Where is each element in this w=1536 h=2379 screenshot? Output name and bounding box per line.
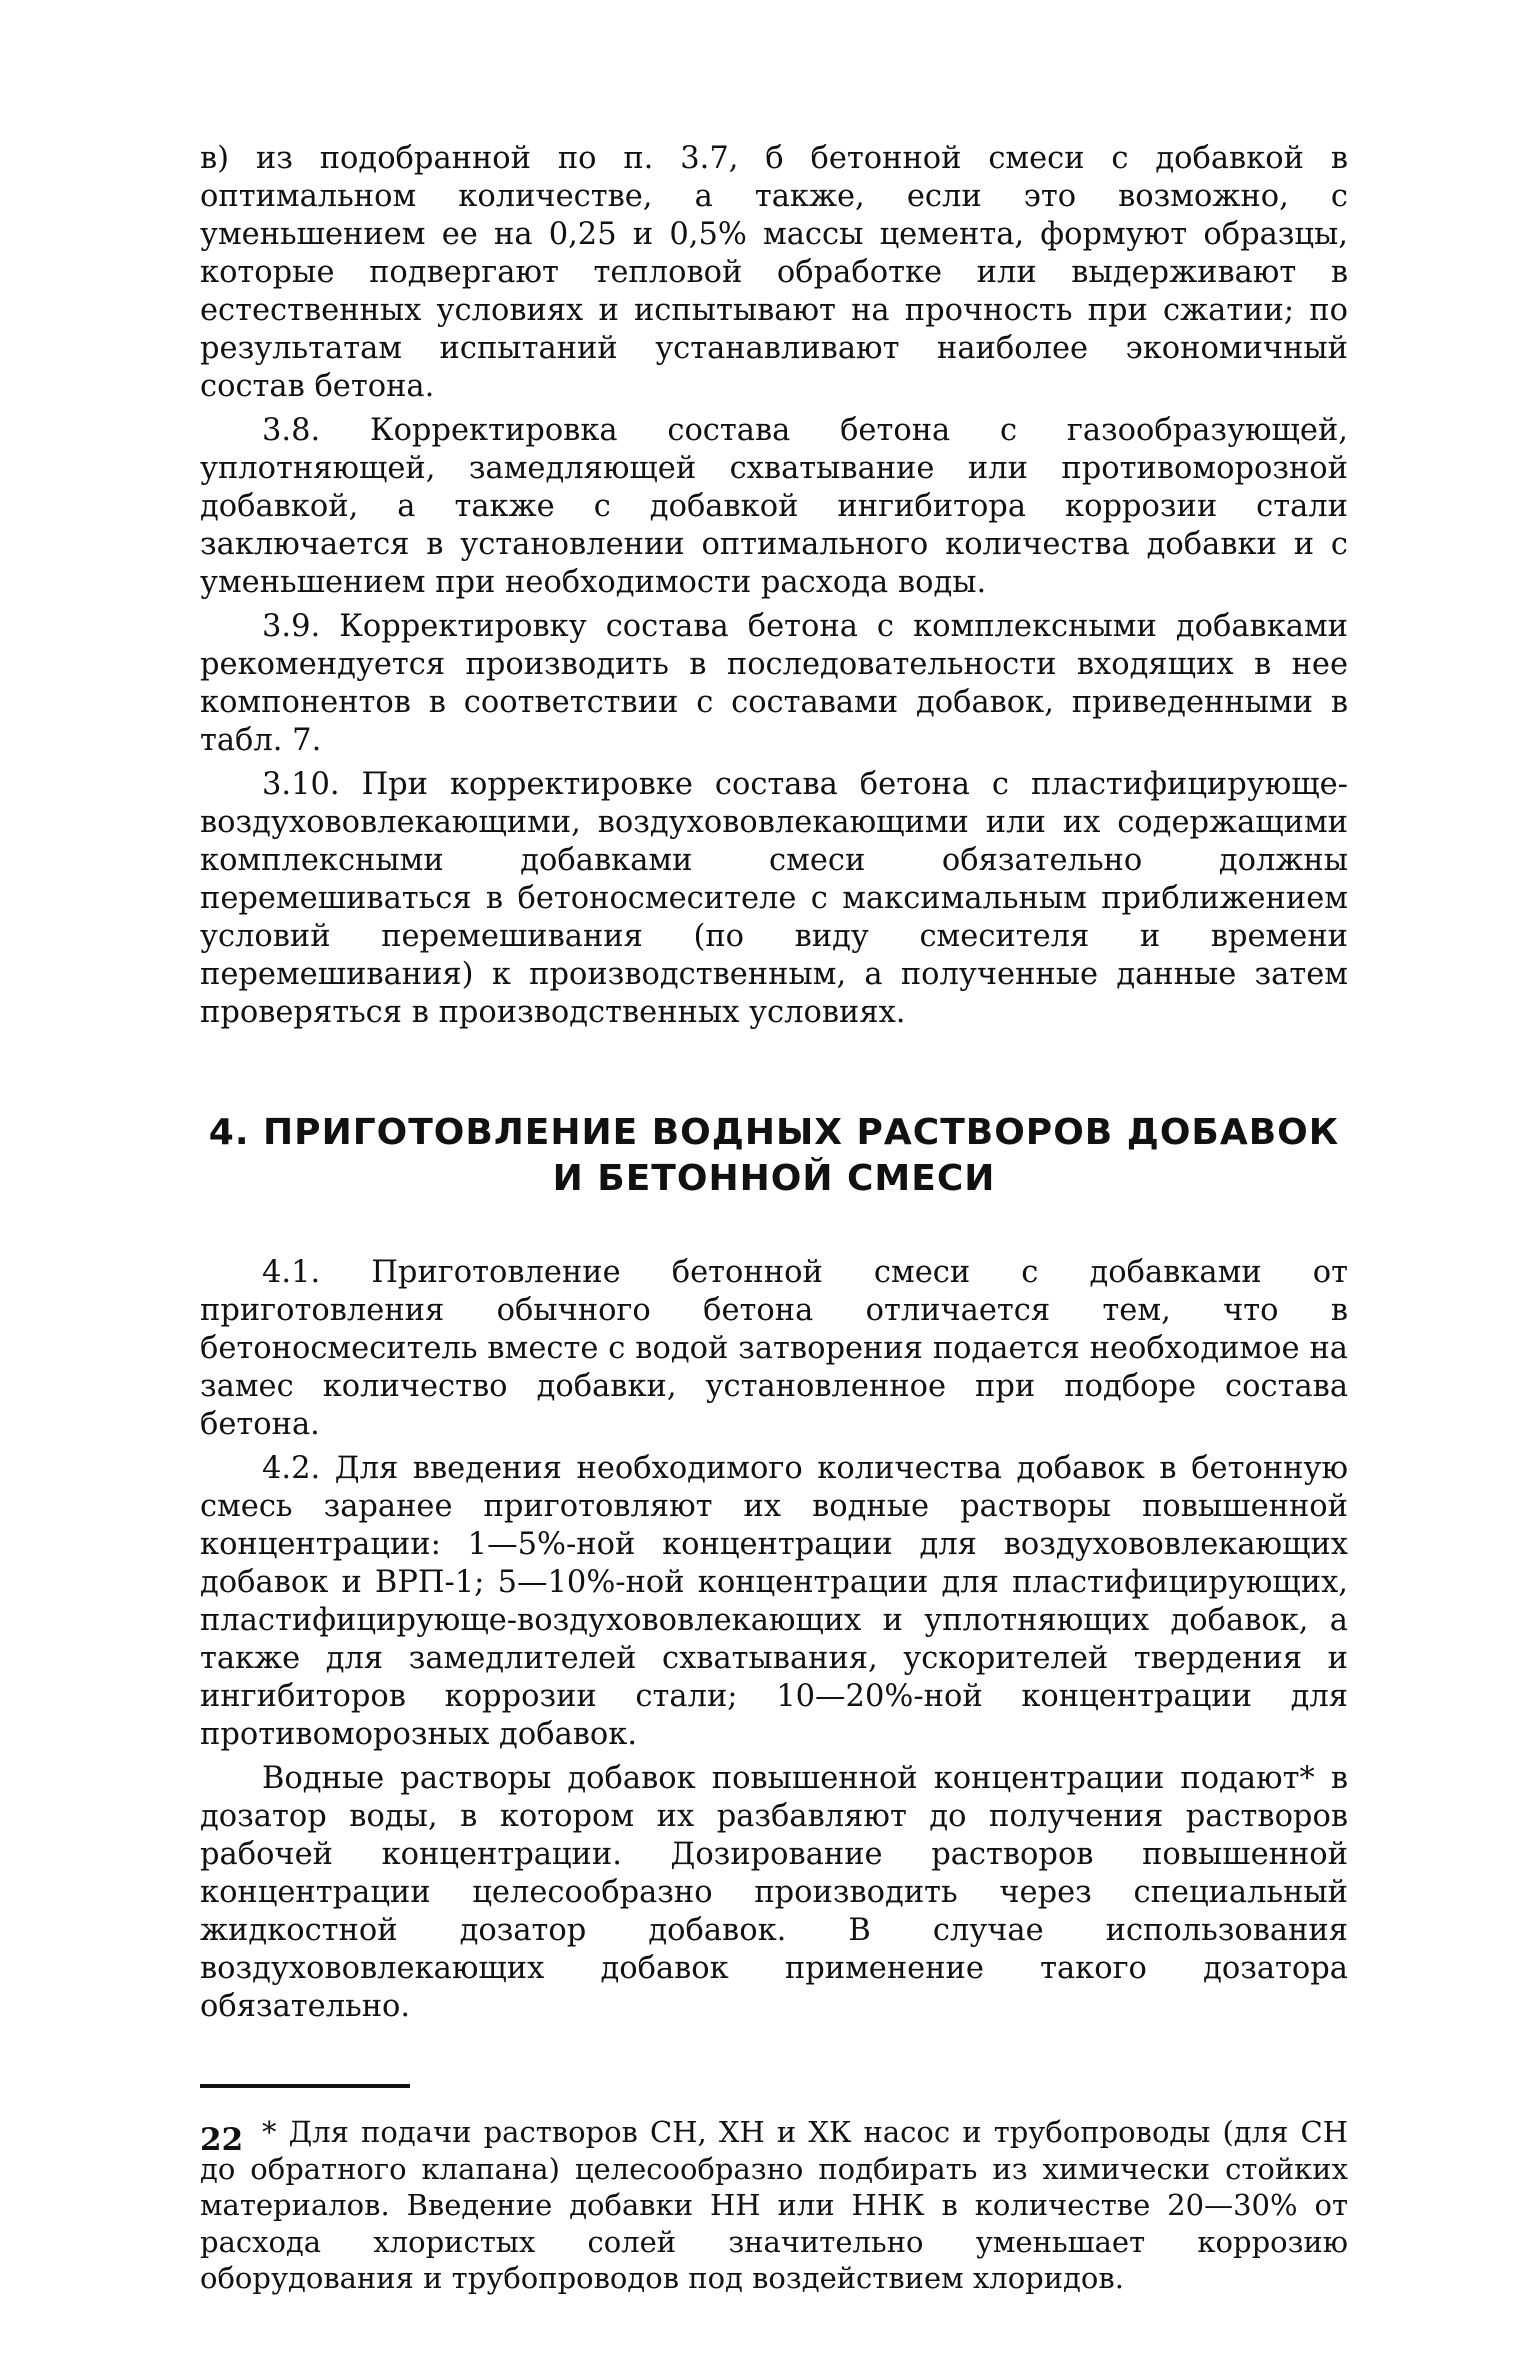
page-number: 22: [200, 2122, 244, 2158]
footnote-divider: [200, 2084, 410, 2088]
paragraph-3-7-v: в) из подобранной по п. 3.7, б бетонной смеси с добавкой в оптимальном количестве, а также, если это возможно, с уменьшением ее на 0,25 и 0,5% массы цемента, формуют образцы, которые подвергают тепловой обработке или выдерживают в естественных условиях и испытывают на прочность при сжатии; по результатам испытаний устанавливают наиболее экономичный состав бетона.: [200, 141, 1348, 404]
paragraph-3-8: 3.8. Корректировка состава бетона с газообразующей, уплотняющей, замедляющей схватывание или противоморозной добавкой, а также с добавкой ингибитора коррозии стали заключается в установлении оптимального количества добавки и с уменьшением при необходимости расхода воды.: [200, 413, 1348, 600]
section-title: [200, 1110, 1348, 1202]
paragraph-3-9: 3.9. Корректировку состава бетона с комплексными добавками рекомендуется производить в последовательности входящих в нее компонентов в соответствии с составами добавок, приведенными в табл. 7.: [200, 609, 1348, 758]
footnote: * Для подачи растворов СН, ХН и ХК насос и трубопроводы (для СН до обратного клапана) целесообразно подбирать из химически стойких материалов. Введение добавки НН или ННК в количестве 20—30% от расхода хлористых солей значительно уменьшает коррозию оборудования и трубопроводов под воздействием хлоридов.: [200, 2115, 1348, 2295]
paragraph-4-1: 4.1. Приготовление бетонной смеси с добавками от приготовления обычного бетона отличается тем, что в бетоносмеситель вместе с водой затворения подается необходимое на замес количество добавки, установленное при подборе состава бетона.: [200, 1255, 1348, 1442]
paragraph-4-2: 4.2. Для введения необходимого количества добавок в бетонную смесь заранее приготовляют их водные растворы повышенной концентрации: 1—5%-ной концентрации для воздухововлекающих добавок и ВРП-1; 5—10%-ной концентрации для пластифицирующих, пластифицирующе-воздухововлекающих и уплотняющих добавок, а также для замедлителей схватывания, ускорителей твердения и ингибиторов коррозии стали; 10—20%-ной концентрации для противоморозных добавок.: [200, 1451, 1348, 1752]
paragraph-solutions: Водные растворы добавок повышенной концентрации подают* в дозатор воды, в котором их разбавляют до получения растворов рабочей концентрации. Дозирование растворов повышенной концентрации целесообразно производить через специальный жидкостной дозатор добавок. В случае использования воздухововлекающих добавок применение такого дозатора обязательно.: [200, 1761, 1348, 2024]
page-body: [200, 140, 1348, 2297]
section-title-line-1: 4. ПРИГОТОВЛЕНИЕ ВОДНЫХ РАСТВОРОВ ДОБАВОК: [208, 1112, 1340, 1153]
section-title-line-2: И БЕТОННОЙ СМЕСИ: [552, 1158, 996, 1199]
paragraph-3-10: 3.10. При корректировке состава бетона с пластифицирующе-воздухововлекающими, воздухововлекающими или их содержащими комплексными добавками смеси обязательно должны перемешиваться в бетоносмесителе с максимальным приближением условий перемешивания (по виду смесителя и времени перемешивания) к производственным, а полученные данные затем проверяться в производственных условиях.: [200, 767, 1348, 1030]
